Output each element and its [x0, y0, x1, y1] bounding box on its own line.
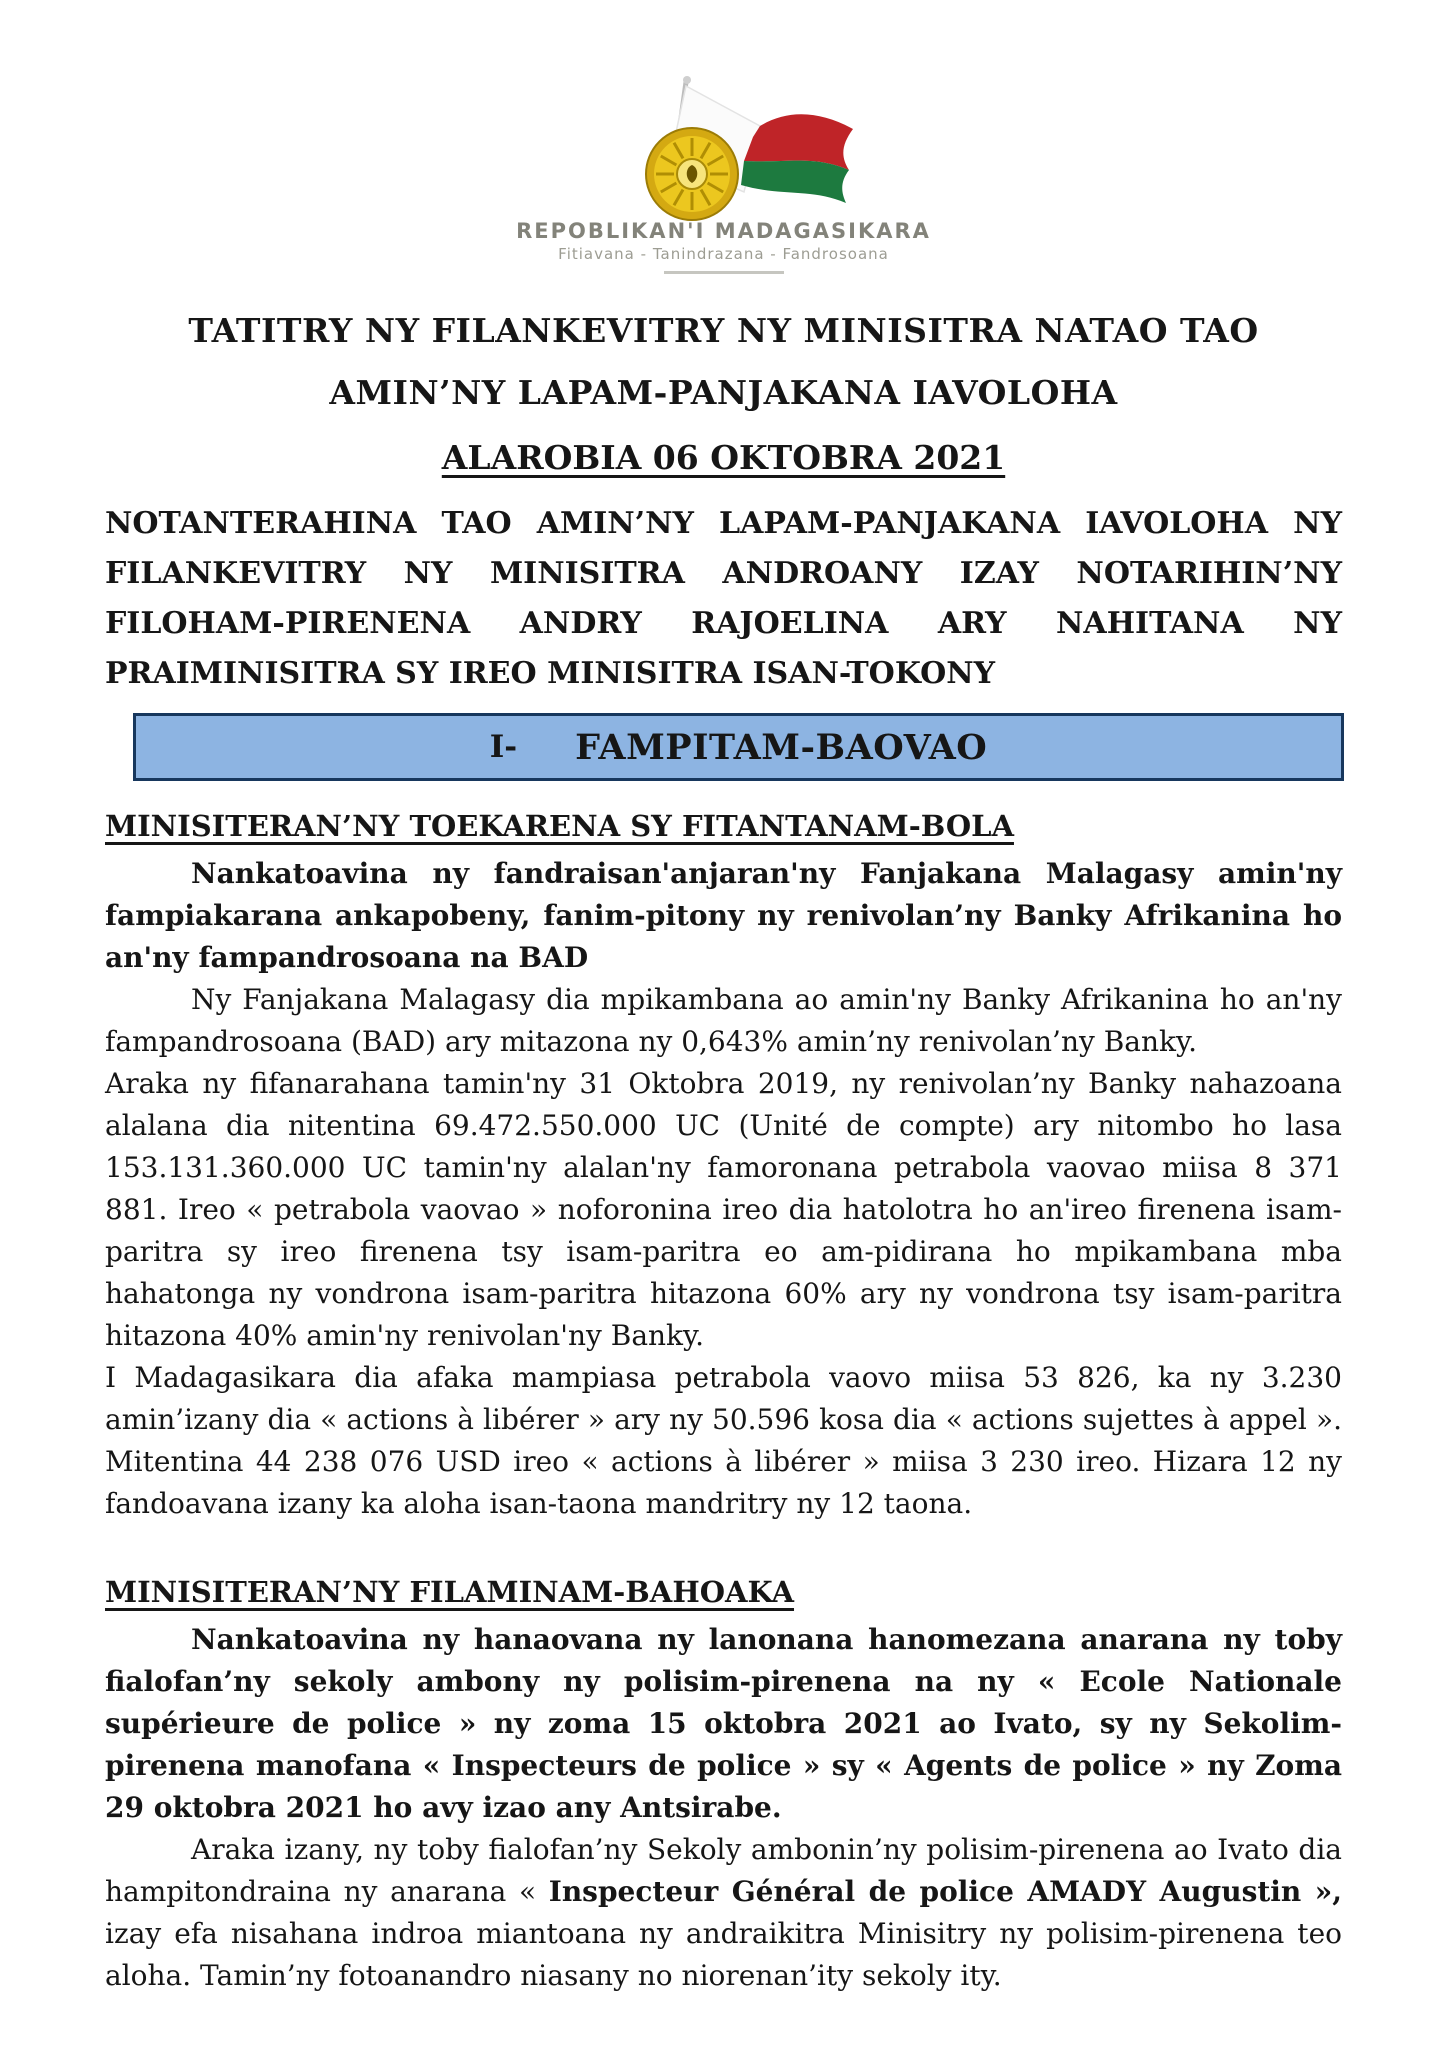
paragraph: Ny Fanjakana Malagasy dia mpikambana ao amin'ny Banky Afrikanina ho an'ny fampandrosoana (BAD) ary mitazona ny 0,643% amin’ny renivolan’ny Banky. [105, 983, 1342, 1058]
intro-paragraph: NOTANTERAHINA TAO AMIN’NY LAPAM-PANJAKANA IAVOLOHA NY FILANKEVITRY NY MINISITRA ANDROANY IZAY NOTARIHIN’NY FILOHAM-PIRENENA ANDRY RAJOELINA ARY NAHITANA NY PRAIMINISITRA SY IREO MINISITRA ISAN-TOKONY [105, 506, 1342, 691]
section-banner [133, 713, 1344, 781]
section-heading: MINISITERAN’NY FILAMINAM-BAHOAKA [105, 1575, 795, 1609]
page-title [105, 300, 1342, 424]
madagascar-emblem-icon [574, 74, 874, 224]
section-heading: MINISITERAN’NY TOEKARENA SY FITANTANAM-BOLA [105, 809, 1014, 843]
section-lead-paragraph: Nankatoavina ny hanaovana ny lanonana hanomezana anarana ny toby fialofan’ny sekoly ambony ny polisim-pirenena na ny « Ecole Nationale supérieure de police » ny zoma 15 oktobra 2021 ao Ivato, sy ny Sekolim-pirenena manofana « Inspecteurs de police » sy « Agents de police » ny Zoma 29 oktobra 2021 ho avy izao any Antsirabe. [105, 1623, 1342, 1824]
section-lead-paragraph: Nankatoavina ny fandraisan'anjaran'ny Fanjakana Malagasy amin'ny fampiakarana ankapobeny, fanim-pitony ny renivolan’ny Banky Afrikanina ho an'ny fampandrosoana na BAD [105, 857, 1342, 974]
section-public-security [105, 1571, 1342, 1997]
paragraph-bold-name: Inspecteur Général de police AMADY Augustin », [548, 1875, 1342, 1908]
logo [105, 74, 1342, 274]
section-economy-finance [105, 805, 1342, 1525]
paragraph-text: izay efa nisahana indroa miantoana ny andraikitra Minisitry ny polisim-pirenena teo aloha. Tamin’ny fotoanandro niasany no niorenan’ity sekoly ity. [105, 1917, 1342, 1992]
paragraph [105, 1829, 1342, 1997]
page-title-line2: AMIN’NY LAPAM-PANJAKANA IAVOLOHA [329, 373, 1118, 412]
paragraph: Araka ny fifanarahana tamin'ny 31 Oktobra 2019, ny renivolan’ny Banky nahazoana alalana dia nitentina 69.472.550.000 UC (Unité de compte) ary nitombo ho lasa 153.131.360.000 UC tamin'ny alalan'ny famoronana petrabola vaovao miisa 8 371 881. Ireo « petrabola vaovao » noforonina ireo dia hatolotra ho an'ireo firenena isam-paritra sy ireo firenena tsy isam-paritra eo am-pidirana ho mpikambana mba hahatonga ny vondrona isam-paritra hitazona 60% ary ny vondrona tsy isam-paritra hitazona 40% amin'ny renivolan'ny Banky. [105, 1067, 1342, 1352]
document-date: ALAROBIA 06 OKTOBRA 2021 [441, 438, 1006, 477]
logo-divider [664, 271, 784, 274]
banner-numeral: I- [489, 729, 518, 765]
page-title-line1: TATITRY NY FILANKEVITRY NY MINISITRA NATAO TAO [188, 311, 1259, 350]
logo-motto: Fitiavana - Tanindrazana - Fandrosoana [558, 245, 889, 263]
banner-label: FAMPITAM-BAOVAO [575, 726, 988, 768]
paragraph: I Madagasikara dia afaka mampiasa petrabola vaovo miisa 53 826, ka ny 3.230 amin’izany dia « actions à libérer » ary ny 50.596 kosa dia « actions sujettes à appel ». Mitentina 44 238 076 USD ireo « actions à libérer » miisa 3 230 ireo. Hizara 12 ny fandoavana izany ka aloha isan-taona mandritry ny 12 taona. [105, 1361, 1342, 1520]
logo-country-name: REPOBLIKAN'I MADAGASIKARA [516, 219, 931, 243]
paragraph-text: Araka izany, ny toby fialofan’ny Sekoly ambonin’ny polisim-pirenena ao Ivato dia hampitondraina ny anarana « [105, 1833, 1342, 1908]
